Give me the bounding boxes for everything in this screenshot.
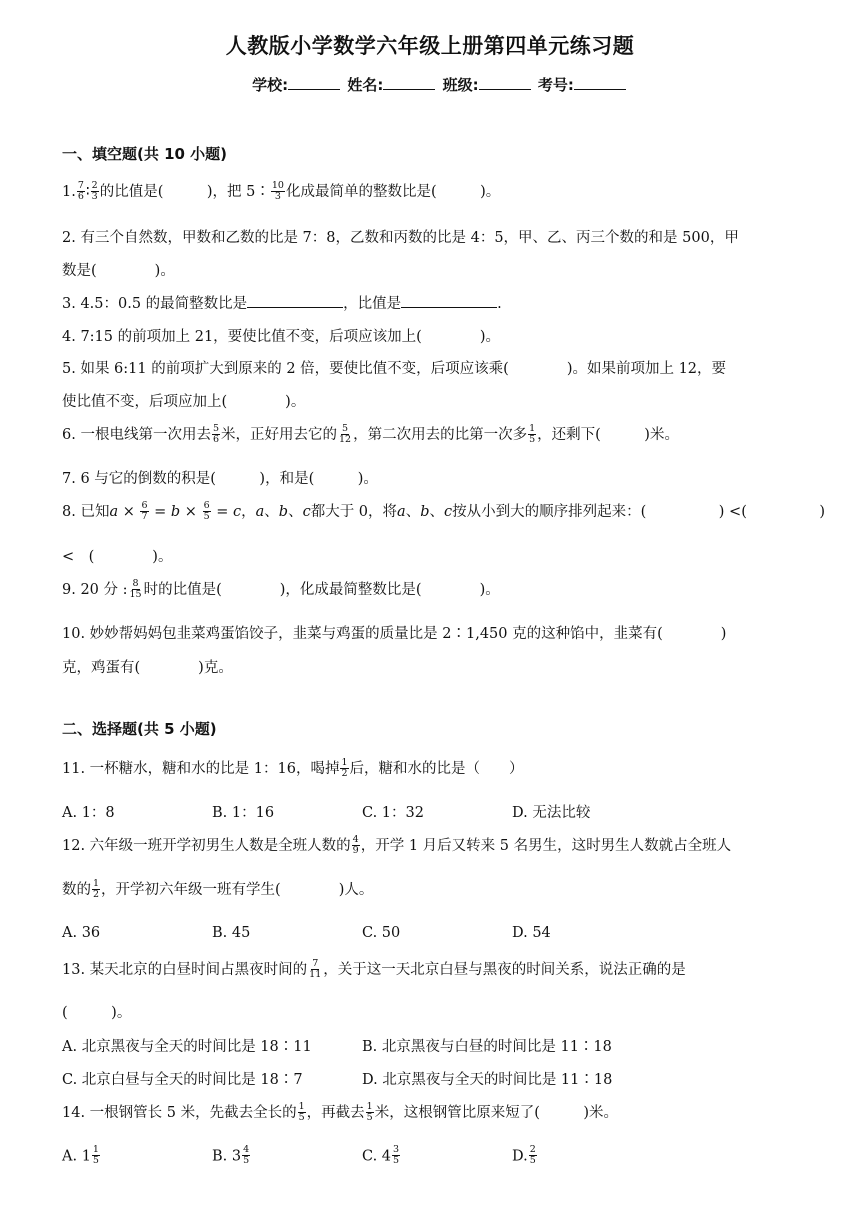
q13-text-2: ，关于这一天北京白昼与黑夜的时间关系，说法正确的是 xyxy=(323,962,686,978)
question-8: 8. 已知a × $\frac{6}{7}$ = b × $\frac{6}{5}$ = c，a、b、c都大于 0，将a、b、c按从小到大的顺序排列起来：( ) <( ) xyxy=(62,499,826,522)
q12-option-a[interactable]: A. 36 xyxy=(62,925,101,941)
q13-option-b[interactable]: B. 北京黑夜与白昼的时间比是 11∶18 xyxy=(362,1039,612,1055)
fraction-8-15: $\frac{8}{15}$ xyxy=(129,577,142,600)
q14-option-c[interactable]: C. 4 $\frac{3}{5}$ xyxy=(362,1144,400,1166)
q3-answer-blank-1[interactable] xyxy=(247,293,343,308)
q11-option-b[interactable]: B. 1：16 xyxy=(212,805,275,821)
school-blank[interactable] xyxy=(288,74,340,90)
fraction-1-5: $\frac{1}{5}$ xyxy=(529,422,536,445)
q11-text: 11. 一杯糖水，糖和水的比是 1：16，喝掉 xyxy=(62,761,340,777)
fraction-7-6: $\frac{7}{6}$ xyxy=(77,179,84,202)
q1-ratio-sign: ∶ xyxy=(85,184,90,200)
question-1 xyxy=(62,180,832,203)
question-5-cont: 使比值不变，后项应加上( )。 xyxy=(62,394,306,410)
question-13-cont: ( )。 xyxy=(62,1005,132,1021)
q12-text-3: 数的 xyxy=(62,882,91,898)
q12-text: 12. 六年级一班开学初男生人数是全班人数的 xyxy=(62,838,351,854)
question-9 xyxy=(62,578,832,601)
question-2-cont: 数是( )。 xyxy=(62,263,175,279)
q8-text: 8. 已知 xyxy=(62,504,110,520)
fraction-1-5-b: $\frac{1}{5}$ xyxy=(298,1100,305,1123)
q3-answer-blank-2[interactable] xyxy=(401,293,497,308)
fraction-6-7: $\frac{6}{7}$ xyxy=(141,499,148,522)
question-2: 2. 有三个自然数，甲数和乙数的比是 7：8，乙数和丙数的比是 4：5，甲、乙、丙三个数的和是 500，甲 xyxy=(62,230,739,246)
fraction-6-5: $\frac{6}{5}$ xyxy=(203,499,210,522)
school-label: 学校: xyxy=(252,76,289,94)
q6-text-4: ，还剩下( )米。 xyxy=(537,427,679,443)
q13-option-d[interactable]: D. 北京黑夜与全天的时间比是 11∶18 xyxy=(362,1072,613,1088)
q14-option-a[interactable]: A. 1 $\frac{1}{5}$ xyxy=(62,1144,99,1166)
question-10-cont: 克，鸡蛋有( )克。 xyxy=(62,660,233,676)
question-11 xyxy=(62,757,832,780)
question-3 xyxy=(62,292,832,313)
q1-number: 1. xyxy=(62,184,76,200)
question-13 xyxy=(62,958,832,981)
q6-text: 6. 一根电线第一次用去 xyxy=(62,427,211,443)
q11-option-a[interactable]: A. 1：8 xyxy=(62,805,115,821)
fraction-10-3: $\frac{10}{3}$ xyxy=(271,179,284,202)
question-8-cont: < ( )。 xyxy=(62,549,173,565)
fraction-2-3: $\frac{2}{3}$ xyxy=(91,179,98,202)
q14-text: 14. 一根钢管长 5 米，先截去全长的 xyxy=(62,1105,297,1121)
fraction-5-12: $\frac{5}{12}$ xyxy=(339,422,352,445)
question-10: 10. 妙妙帮妈妈包韭菜鸡蛋馅饺子，韭菜与鸡蛋的质量比是 2∶1,450 克的这种馅中，韭菜有( ) xyxy=(62,626,727,642)
question-4: 4. 7:15 的前项加上 21，要使比值不变，后项应该加上( )。 xyxy=(62,329,500,345)
section-choice-heading: 二、选择题(共 5 小题) xyxy=(62,720,217,738)
q13-option-a[interactable]: A. 北京黑夜与全天的时间比是 18∶11 xyxy=(62,1039,312,1055)
name-label: 姓名: xyxy=(347,76,384,94)
page-title: 人教版小学数学六年级上册第四单元练习题 xyxy=(225,34,635,58)
q14-option-b[interactable]: B. 3 $\frac{4}{5}$ xyxy=(212,1144,250,1166)
q3-text-mid: ，比值是 xyxy=(343,296,402,312)
fraction-1-2-b: $\frac{1}{2}$ xyxy=(93,877,100,900)
question-14 xyxy=(62,1101,832,1124)
fraction-7-11: $\frac{7}{11}$ xyxy=(309,957,322,980)
class-label: 班级: xyxy=(442,76,479,94)
q14-text-3: 米，这根钢管比原来短了( )米。 xyxy=(374,1105,619,1121)
q3-text-end: . xyxy=(497,296,502,312)
q6-text-3: ，第二次用去的比第一次多 xyxy=(353,427,528,443)
q12-option-d[interactable]: D. 54 xyxy=(512,925,551,941)
q8-text-2: 都大于 0，将 xyxy=(310,504,398,520)
q12-option-c[interactable]: C. 50 xyxy=(362,925,401,941)
q14-option-d[interactable]: D. $\frac{2}{5}$ xyxy=(512,1144,536,1166)
q12-option-b[interactable]: B. 45 xyxy=(212,925,251,941)
q11-text-2: 后，糖和水的比是（ ） xyxy=(349,761,524,777)
student-info-line xyxy=(0,74,860,95)
q6-text-2: 米，正好用去它的 xyxy=(221,427,337,443)
q14-text-2: ，再截去 xyxy=(306,1105,365,1121)
q11-option-d[interactable]: D. 无法比较 xyxy=(512,805,591,821)
q11-option-c[interactable]: C. 1：32 xyxy=(362,805,424,821)
q12-text-4: ，开学初六年级一班有学生( )人。 xyxy=(101,882,374,898)
name-blank[interactable] xyxy=(383,74,435,90)
q9-text: 9. 20 分 : xyxy=(62,582,128,598)
question-5: 5. 如果 6:11 的前项扩大到原来的 2 倍，要使比值不变，后项应该乘( )。如果前项加上 12，要 xyxy=(62,361,727,377)
fraction-1-5-c: $\frac{1}{5}$ xyxy=(366,1100,373,1123)
question-6 xyxy=(62,423,832,446)
question-7: 7. 6 与它的倒数的积是( )，和是( )。 xyxy=(62,471,378,487)
q8-text-3: 按从小到大的顺序排列起来：( ) <( ) xyxy=(452,504,826,520)
number-label: 考号: xyxy=(537,76,574,94)
class-blank[interactable] xyxy=(479,74,531,90)
q1-text-end: 化成最简单的整数比是( )。 xyxy=(285,184,501,200)
question-12 xyxy=(62,834,832,857)
q9-text-2: 时的比值是( )，化成最简整数比是( )。 xyxy=(143,582,500,598)
q12-text-2: ，开学 1 月后又转来 5 名男生，这时男生人数就占全班人 xyxy=(360,838,732,854)
fraction-5-6: $\frac{5}{6}$ xyxy=(212,422,219,445)
section-fill-heading: 一、填空题(共 10 小题) xyxy=(62,145,228,163)
fraction-1-2: $\frac{1}{2}$ xyxy=(341,756,348,779)
q13-text: 13. 某天北京的白昼时间占黑夜时间的 xyxy=(62,962,308,978)
q1-text: 的比值是( )，把 5∶ xyxy=(99,184,270,200)
number-blank[interactable] xyxy=(574,74,626,90)
q3-text: 3. 4.5：0.5 的最简整数比是 xyxy=(62,296,248,312)
question-12-cont xyxy=(62,878,832,901)
q13-option-c[interactable]: C. 北京白昼与全天的时间比是 18∶7 xyxy=(62,1072,303,1088)
fraction-4-9: $\frac{4}{9}$ xyxy=(352,833,359,856)
